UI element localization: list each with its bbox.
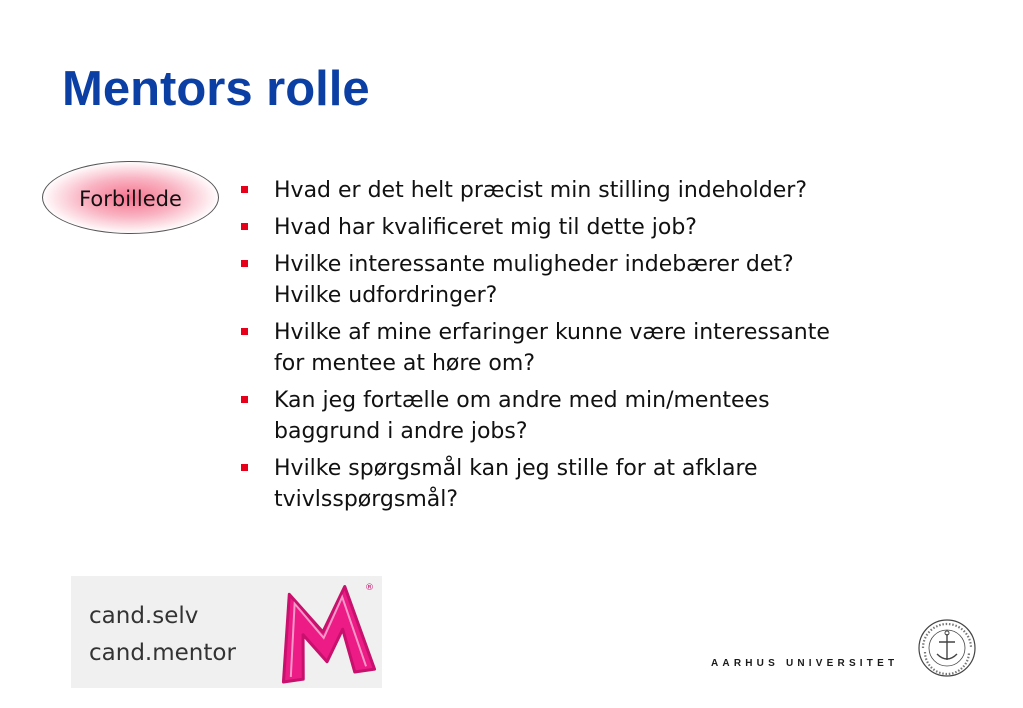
bullet-item xyxy=(240,175,960,206)
logo-line-2: cand.mentor xyxy=(89,640,236,666)
slide-title: Mentors rolle xyxy=(62,62,370,116)
forbillede-oval xyxy=(42,161,219,234)
bullet-item xyxy=(240,385,960,447)
logo-text xyxy=(89,598,236,672)
bullet-item xyxy=(240,212,960,243)
bullet-text-line2: for mentee at høre om? xyxy=(274,351,536,376)
bullet-text-line1: Hvilke spørgsmål kan jeg stille for at afklare xyxy=(274,456,758,481)
university-seal-icon xyxy=(917,618,977,678)
bullet-text-line1: Hvilke af mine erfaringer kunne være interessante xyxy=(274,320,830,345)
logo-line-1: cand.selv xyxy=(89,603,199,629)
bullet-text: Hvad er det helt præcist min stilling indeholder? xyxy=(274,178,808,203)
bullet-text-line1: Hvilke interessante muligheder indebærer det? xyxy=(274,252,794,277)
bullet-text-line2: tvivlsspørgsmål? xyxy=(274,487,459,512)
bullet-item xyxy=(240,249,960,311)
registered-mark: ® xyxy=(365,583,374,593)
bullet-text: Hvad har kvalificeret mig til dette job? xyxy=(274,215,697,240)
university-name: AARHUS UNIVERSITET xyxy=(711,658,899,669)
bullet-text-line1: Kan jeg fortælle om andre med min/mentees xyxy=(274,388,770,413)
pink-m-logo-icon xyxy=(263,576,383,690)
bullet-item xyxy=(240,453,960,515)
bullet-square-icon xyxy=(241,260,248,267)
bullet-list xyxy=(240,175,960,521)
bullet-item xyxy=(240,317,960,379)
bullet-square-icon xyxy=(241,464,248,471)
oval-label: Forbillede xyxy=(79,186,182,211)
bullet-square-icon xyxy=(241,223,248,230)
bullet-square-icon xyxy=(241,328,248,335)
bullet-text-line2: baggrund i andre jobs? xyxy=(274,419,528,444)
bullet-text-line2: Hvilke udfordringer? xyxy=(274,283,498,308)
bullet-square-icon xyxy=(241,396,248,403)
bullet-square-icon xyxy=(241,186,248,193)
cand-mentor-logo xyxy=(71,576,382,688)
